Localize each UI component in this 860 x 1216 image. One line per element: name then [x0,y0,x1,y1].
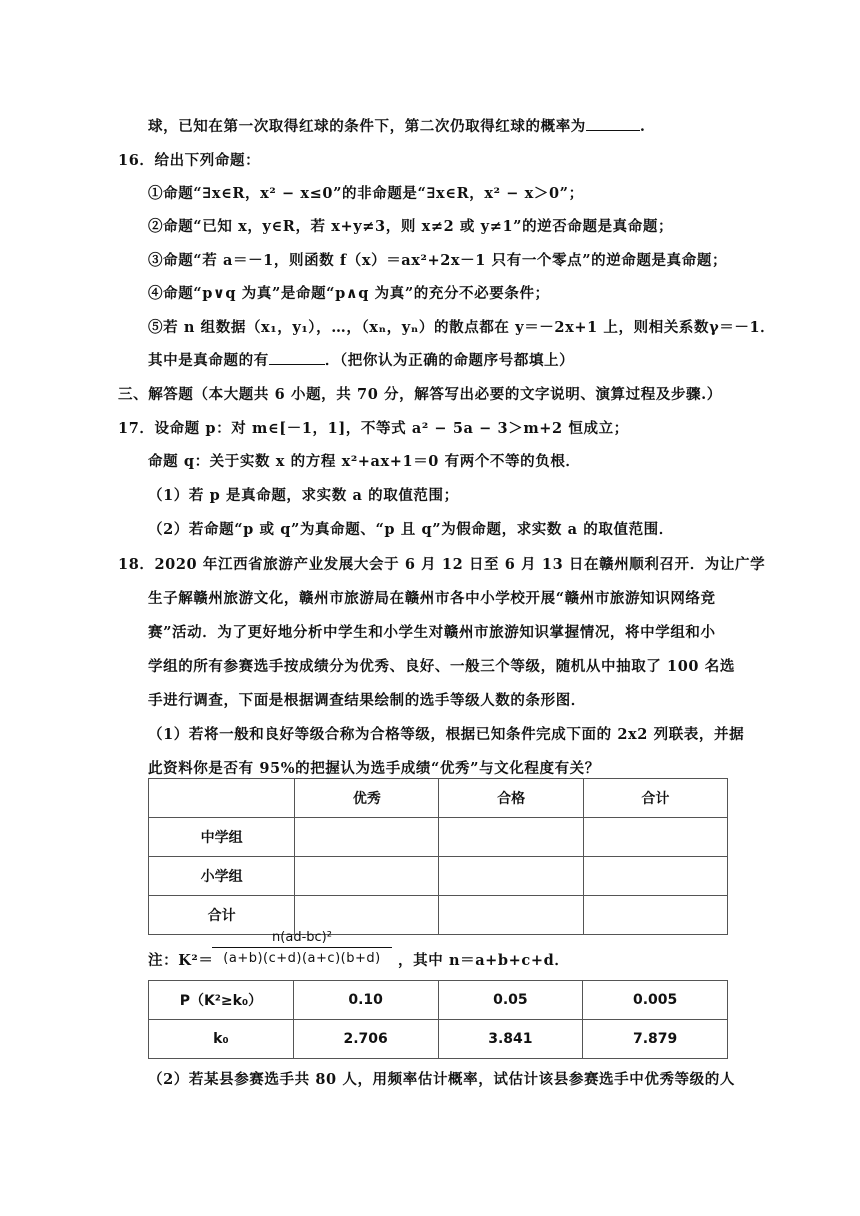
chi-square-formula [212,930,392,966]
q16-end [148,349,574,370]
q17-line-1: 17．设命题 p：对 m∈[－1，1]，不等式 a² − 5a − 3＞m+2 恒成立； [118,420,629,437]
table-cell [583,857,727,896]
row-label: 中学组 [149,818,295,857]
table-cell [439,896,583,935]
row-label: 小学组 [149,857,295,896]
table-cell [583,818,727,857]
row-label: P（K²≥k₀） [149,981,294,1020]
table-cell: 7.879 [583,1020,728,1059]
table-row [149,818,728,857]
answer-blank[interactable] [269,350,325,365]
q17-part-1: （1）若 p 是真命题，求实数 a 的取值范围； [148,487,459,504]
section-3-heading: 三、解答题（本大题共 6 小题，共 70 分，解答写出必要的文字说明、演算过程及步骤.） [118,386,722,403]
table-cell: 0.10 [293,981,438,1020]
critical-value-table [148,980,728,1059]
table-cell [439,818,583,857]
q17-line-2: 命题 q：关于实数 x 的方程 x²+ax+1＝0 有两个不等的负根． [148,453,581,470]
q18-line-2: 生子解赣州旅游文化，赣州市旅游局在赣州市各中小学校开展“赣州市旅游知识网络竞 [148,590,716,607]
q16-end-note: ．（把你认为正确的命题序号都填上） [324,352,575,369]
formula-numerator: n(ad-bc)² [272,930,332,945]
answer-blank[interactable] [586,116,640,131]
formula-note-label: 注：K²＝ [148,952,214,969]
q15-end: . [639,118,646,135]
q18-part-1-line-1: （1）若将一般和良好等级合称为合格等级，根据已知条件完成下面的 2x2 列联表，并据 [148,726,745,743]
q16-prop-2: ②命题“已知 x，y∈R，若 x+y≠3，则 x≠2 或 y≠1”的逆否命题是真命题； [148,218,674,235]
q18-line-3: 赛”活动．为了更好地分析中学生和小学生对赣州市旅游知识掌握情况，将中学组和小 [148,624,716,641]
q16-title: 16．给出下列命题： [118,152,261,169]
q15-text: 球，已知在第一次取得红球的条件下，第二次仍取得红球的概率为 [148,118,586,135]
table-header-cell [149,779,295,818]
q18-line-4: 学组的所有参赛选手按成绩分为优秀、良好、一般三个等级，随机从中抽取了 100 名选 [148,658,735,675]
table-cell [439,857,583,896]
table-cell [295,818,439,857]
table-header-cell: 优秀 [295,779,439,818]
q18-part-1-line-2: 此资料你是否有 95%的把握认为选手成绩“优秀”与文化程度有关？ [148,760,600,777]
table-row [149,857,728,896]
q16-prop-3: ③命题“若 a＝－1，则函数 f（x）＝ax²+2x－1 只有一个零点”的逆命题是真命题； [148,252,728,269]
table-header-row [149,779,728,818]
q18-line-5: 手进行调查，下面是根据调查结果绘制的选手等级人数的条形图． [148,692,586,709]
q18-line-1: 18．2020 年江西省旅游产业发展大会于 6 月 12 日至 6 月 13 日在赣州顺利召开．为让广学 [118,556,766,573]
table-cell: 2.706 [293,1020,438,1059]
table-cell [295,857,439,896]
table-row [149,981,728,1020]
q16-end-text: 其中是真命题的有 [148,352,269,369]
contingency-table [148,778,728,935]
row-label: 合计 [149,896,295,935]
table-cell: 0.005 [583,981,728,1020]
q16-prop-4: ④命题“p∨q 为真”是命题“p∧q 为真”的充分不必要条件； [148,285,550,302]
table-row [149,896,728,935]
table-cell: 0.05 [438,981,583,1020]
row-label: k₀ [149,1020,294,1059]
table-header-cell: 合格 [439,779,583,818]
formula-denominator: (a+b)(c+d)(a+c)(b+d) [212,947,392,966]
table-cell [295,896,439,935]
q15-tail [148,115,646,136]
q18-part-2: （2）若某县参赛选手共 80 人，用频率估计概率，试估计该县参赛选手中优秀等级的人 [148,1071,735,1088]
q17-part-2: （2）若命题“p 或 q”为真命题、“p 且 q”为假命题，求实数 a 的取值范围． [148,521,674,538]
table-row [149,1020,728,1059]
table-cell [583,896,727,935]
q16-prop-1: ①命题“∃x∈R，x² − x≤0”的非命题是“∃x∈R，x² − x＞0”； [148,185,584,202]
formula-note-tail: ，其中 n＝a+b+c+d． [398,952,570,969]
table-cell: 3.841 [438,1020,583,1059]
table-header-cell: 合计 [583,779,727,818]
q16-prop-5: ⑤若 n 组数据（x₁，y₁），…，（xₙ，yₙ）的散点都在 y＝－2x+1 上，则相关系数γ＝－1． [148,319,776,336]
